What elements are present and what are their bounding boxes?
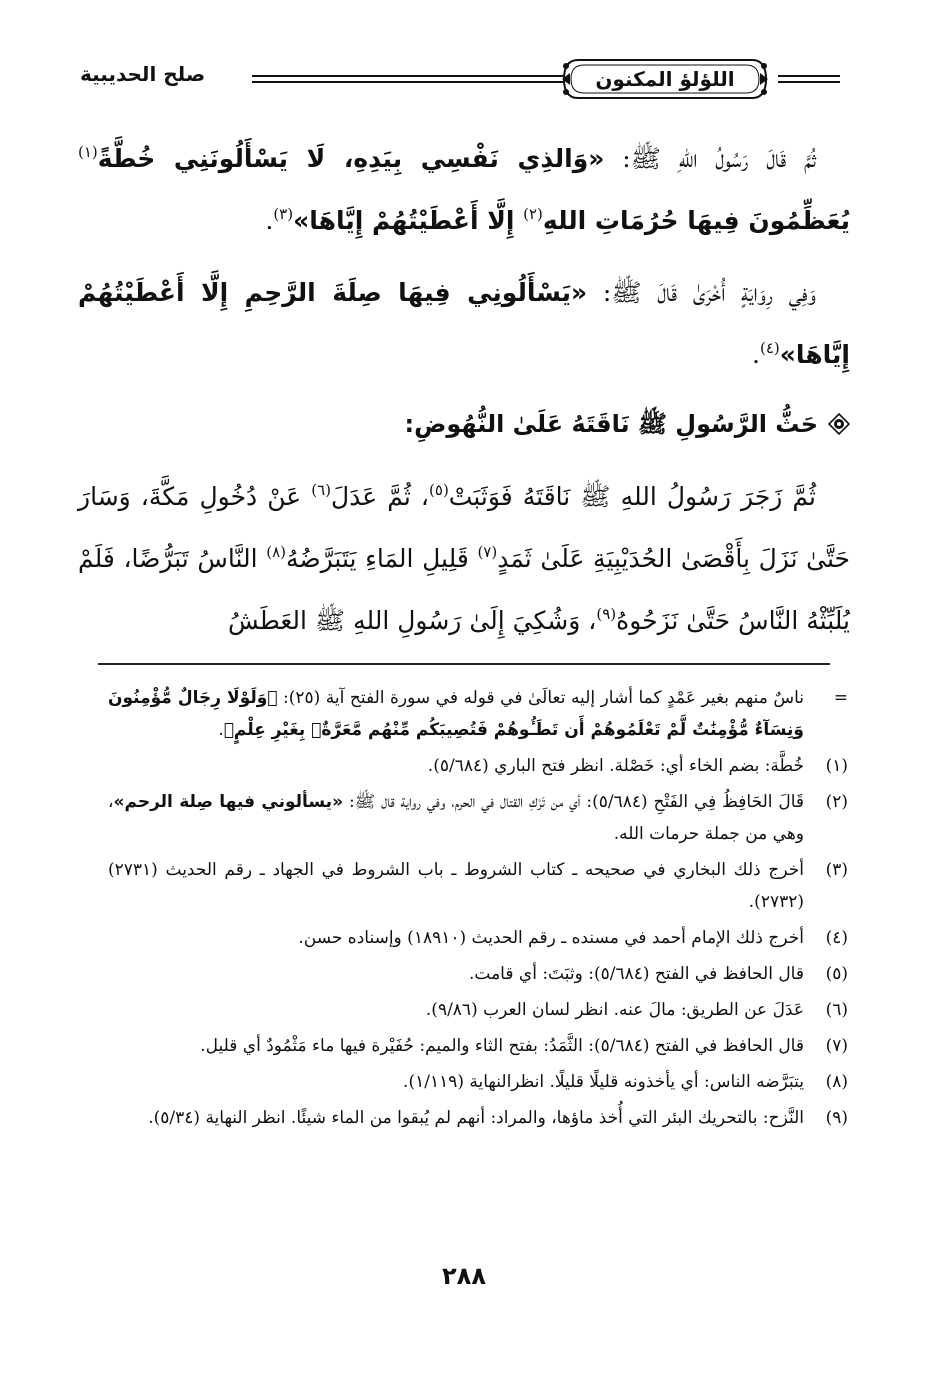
- book-title: اللؤلؤ المكنون: [595, 67, 735, 91]
- footnote-number: (٨): [825, 1072, 848, 1092]
- footnote-8: [108, 1066, 848, 1098]
- footnote-5: [108, 958, 848, 990]
- footnote-number: (٤): [825, 928, 848, 948]
- footnote-number: (٩): [825, 1108, 848, 1128]
- footnote-number: (٢): [825, 792, 848, 812]
- p3-text-6: ، وَشُكِيَ إِلَىٰ رَسُولِ اللهِ ﷺ العَطَشُ: [227, 606, 597, 635]
- footnote-continued: [108, 682, 848, 746]
- footnote-number: (١): [825, 756, 848, 776]
- p1-intro: ثُمَّ قَالَ رَسُولُ اللهِ ﷺ:: [604, 144, 816, 173]
- p3-text-1: ثُمَّ زَجَرَ رَسُولُ اللهِ ﷺ نَاقَتَهُ فَوَثَبَتْ: [448, 482, 817, 511]
- footnote-4: [108, 922, 848, 954]
- footnote-number: =: [833, 688, 848, 708]
- footnote-text: قَالَ الحَافِظُ فِي الفَتْحِ (٥/٦٨٤): أي من تَرْكِ القتال في الحرم، وفي رواية قال ﷺ:: [343, 792, 804, 812]
- footnote-bold: ﴿وَلَوْلَا رِجَالٌ مُّؤْمِنُونَ وَنِسَآءٌ مُّؤْمِنَٰتٌ لَّمْ تَعْلَمُوهُمْ أَن تَطَـُٔوهُمْ فَتُصِيبَكُم مِّنْهُم مَّعَرَّةٌۢ بِغَيْرِ عِلْمٍ﴾: [108, 688, 804, 740]
- footnote-1: [108, 750, 848, 782]
- footnote-text: عَدَلَ عن الطريق: مالَ عنه. انظر لسان العرب (٩/٨٦).: [425, 1000, 804, 1020]
- header-rule-right: [778, 74, 840, 84]
- p1-end: .: [265, 206, 274, 235]
- footnote-marker-7[interactable]: (٧): [477, 543, 498, 561]
- p2-end: .: [752, 340, 760, 369]
- p3-text-2: ، ثُمَّ عَدَلَ: [331, 482, 430, 511]
- main-text: [78, 128, 850, 662]
- footnote-text: قال الحافظ في الفتح (٥/٦٨٤): الثَّمَدُ: بفتح الثاء والميم: حُفَيْرة فيها ماء مَثْمُودٌ أي قليل.: [200, 1036, 804, 1056]
- footnote-text: أخرج ذلك الإمام أحمد في مسنده ـ رقم الحديث (١٨٩١٠) وإسناده حسن.: [298, 928, 804, 948]
- footnote-divider: [98, 663, 830, 665]
- section-heading: [78, 396, 850, 452]
- footnote-number: (٧): [825, 1036, 848, 1056]
- footnote-6: [108, 994, 848, 1026]
- flower-ornament-icon: [828, 413, 850, 435]
- footnote-number: (٦): [825, 1000, 848, 1020]
- header-rule-left: [252, 74, 564, 84]
- p3-text-3: عَنْ دُخُولِ مَكَّةَ، وَسَارَ حَتَّىٰ نَزَلَ بِأَقْصَىٰ الحُدَيْبِيَةِ عَلَىٰ ثَمَدٍ: [78, 482, 850, 573]
- footnote-text: أخرج ذلك البخاري في صحيحه ـ كتاب الشروط ـ باب الشروط في الجهاد ـ رقم الحديث (٢٧٣١) (٢٧٣٢).: [108, 860, 804, 912]
- footnote-text: ناسٌ منهم بغير عَمْدٍ كما أشار إليه تعالَىٰ في قوله في سورة الفتح آية (٢٥):: [277, 688, 804, 708]
- paragraph-2: [78, 262, 850, 386]
- footnote-marker-3[interactable]: (٣): [273, 205, 294, 223]
- running-header: [80, 52, 840, 108]
- footnote-bold: «يسألوني فيها صِلة الرحم»: [113, 792, 344, 812]
- p3-text-5: النَّاسُ تَبَرُّضًا، فَلَمْ يُلَبِّثْهُ النَّاسُ حَتَّىٰ نَزَحُوهُ: [78, 544, 850, 635]
- footnote-3: [108, 854, 848, 918]
- p2-intro: وَفِي رِوَايَةٍ أُخْرَىٰ قَالَ ﷺ:: [587, 278, 817, 307]
- footnote-text: قال الحافظ في الفتح (٥/٦٨٤): وثبَتَ: أي قامت.: [468, 964, 804, 984]
- chapter-title: صلح الحديبية: [80, 62, 206, 86]
- p3-text-4: قَلِيلِ المَاءِ يَتَبَرَّضُهُ: [285, 544, 478, 573]
- footnote-marker-1[interactable]: (١): [78, 143, 98, 161]
- footnote-text: خُطَّة: بضم الخاء أي: خَصْلة. انظر فتح الباري (٥/٦٨٤).: [427, 756, 804, 776]
- hadith-quote-end: إِلَّا أَعْطَيْتُهُمْ إِيَّاهَا»: [293, 206, 524, 235]
- footnote-7: [108, 1030, 848, 1062]
- paragraph-3: [78, 466, 850, 652]
- section-heading-text: حَثُّ الرَّسُولِ ﷺ نَاقَتَهُ عَلَىٰ النُّهُوضِ:: [404, 410, 818, 438]
- footnote-marker-5[interactable]: (٥): [429, 481, 449, 499]
- footnote-2: [108, 786, 848, 850]
- footnote-marker-9[interactable]: (٩): [596, 605, 617, 623]
- hadith-quote-2: «يَسْأَلُونِي فِيهَا صِلَةَ الرَّحِمِ إِلَّا أَعْطَيْتُهُمْ إِيَّاهَا»: [78, 278, 850, 369]
- page-number: ٢٨٨: [442, 1262, 486, 1290]
- footnote-after: .: [218, 720, 224, 740]
- hadith-quote: «وَالذِي نَفْسِي بِيَدِهِ، لَا يَسْأَلُونَنِي خُطَّةً: [97, 144, 605, 173]
- footnote-marker-6[interactable]: (٦): [311, 481, 332, 499]
- footnote-text: يتبَرَّضه الناس: أي يأخذونه قليلًا قليلًا. انظرالنهاية (١/١١٩).: [403, 1072, 804, 1092]
- footnote-number: (٥): [825, 964, 848, 984]
- hadith-quote-cont: يُعَظِّمُونَ فِيهَا حُرُمَاتِ اللهِ: [542, 206, 850, 235]
- paragraph-1: [78, 128, 850, 252]
- footnote-marker-4[interactable]: (٤): [760, 339, 780, 357]
- footnote-marker-2[interactable]: (٢): [523, 205, 543, 223]
- footnote-after: ، وهي من جملة حرمات الله.: [108, 792, 804, 844]
- footnote-9: [108, 1102, 848, 1134]
- footnote-number: (٣): [825, 860, 848, 880]
- footnotes: [108, 682, 848, 1138]
- footnote-text: النَّزح: بالتحريك البئر التي أُخذ ماؤها، والمراد: أنهم لم يُبقوا من الماء شيئًا. انظر النهاية (٥/٣٤).: [148, 1108, 804, 1128]
- footnote-marker-8[interactable]: (٨): [266, 543, 286, 561]
